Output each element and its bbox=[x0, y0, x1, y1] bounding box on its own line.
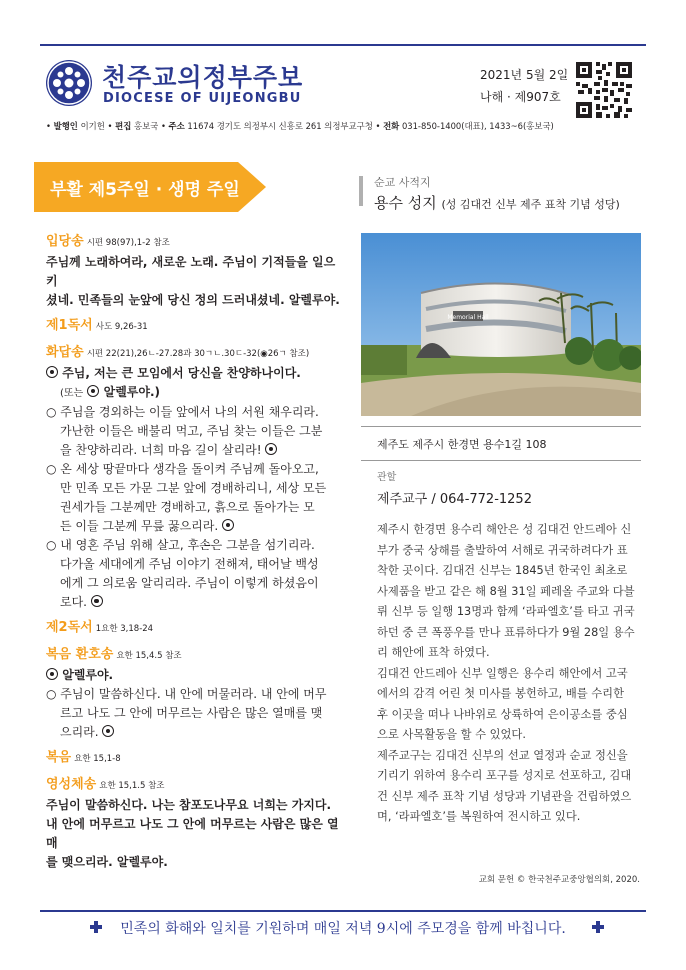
psalm-response: 주님, 저는 큰 모임에서 당신을 찬양하나이다. bbox=[46, 364, 344, 383]
entrance-antiphon-text: 주님께 노래하여라, 새로운 노래. 주님이 기적들을 일으키 셨네. 민족들의 눈앞에 당신 정의 드러내셨네. 알렐루야. bbox=[46, 255, 340, 307]
shrine-description bbox=[377, 520, 639, 828]
gospel-heading: 복음 요한 15,1-8 bbox=[46, 750, 121, 765]
liturgy-title-banner bbox=[34, 162, 266, 212]
entrance-antiphon-heading: 입당송 시편 98(97),1-2 참조 bbox=[46, 234, 170, 249]
communion-antiphon-text: 주님이 말씀하신다. 나는 참포도나무요 너희는 가지다. 내 안에 머무르고 나도 그 안에 머무르는 사람은 많은 열매 를 맺으리라. 알렐루야. bbox=[46, 798, 339, 869]
response-mark-icon bbox=[265, 443, 277, 455]
masthead-subtitle: DIOCESE OF UIJEONGBU bbox=[103, 91, 302, 106]
diocese-logo-icon bbox=[46, 60, 92, 106]
response-mark-icon bbox=[222, 519, 234, 531]
second-reading-heading: 제2독서 1요한 3,18-24 bbox=[46, 620, 154, 635]
publication-info: • 발행인 이기헌 • 편집 홍보국 • 주소 11674 경기도 의정부시 신흥로 261 의정부교구청 • 전화 031-850-1400(대표), 1433~6(홍보국) bbox=[46, 121, 554, 131]
response-mark-icon bbox=[87, 385, 99, 397]
copyright-credit: 교회 문헌 © 한국천주교중앙협의회, 2020. bbox=[478, 875, 640, 885]
issue-date: 2021년 5월 2일 bbox=[480, 68, 569, 82]
psalm-verse: ○ 주님을 경외하는 이들 앞에서 나의 서원 채우리라. 가난한 이들은 배불리 먹고, 주님 찾는 이들은 그분 을 찬양하리라. 너희 마음 길이 살리라! bbox=[46, 405, 323, 457]
issue-number: 나해 · 제907호 bbox=[480, 90, 561, 104]
psalm-verse: ○ 온 세상 땅끝마다 생각을 돌이켜 주님께 돌아오고, 만 민족 모든 가문 그분 앞에 경배하리니, 세상 모든 권세가들 그분께만 경배하고, 흙으로 돌아가는 모 든 이들 그분께 무릎 꿇으리라. bbox=[46, 462, 327, 533]
photo-sign-text: Memorial Hall bbox=[447, 314, 489, 321]
header-top-rule bbox=[40, 44, 646, 46]
shrine-divider bbox=[361, 460, 641, 461]
shrine-title-rule bbox=[359, 176, 363, 206]
footer-rule bbox=[40, 910, 646, 912]
gospel-acclamation-verse: ○ 주님이 말씀하신다. 내 안에 머물러라. 내 안에 머무 르고 나도 그 안에 머무르는 사람은 많은 열매를 맺 으리라. bbox=[46, 687, 327, 739]
response-mark-icon bbox=[102, 725, 114, 737]
liturgy-column bbox=[46, 232, 344, 872]
paragraph: 제주시 한경면 용수리 해안은 성 김대건 안드레아 신 부가 중국 상해를 출발하여 서해로 귀국하려다가 표 착한 곳이다. 김대건 신부는 1845년 한국인 최초로 사제품을 받고 같은 해 8월 31일 페레올 주교와 다블 뤼 신부 등 일행 13명과 함께 ‘라파엘호’를 타고 귀국 하던 중 큰 폭풍우를 만나 표류하다가 9월 28일 용수 리 해안에 표착 하였다. bbox=[377, 523, 635, 659]
psalm-verse: ○ 내 영혼 주님 위해 살고, 후손은 그분을 섬기리라. 다가올 세대에게 주님 이야기 전해져, 태어날 백성 에게 그 의로움 알리리라. 주님이 이렇게 하셨음이 로다. bbox=[46, 538, 319, 609]
first-reading-heading: 제1독서 사도 9,26-31 bbox=[46, 318, 148, 333]
shrine-address: 제주도 제주시 한경면 용수1길 108 bbox=[377, 438, 547, 451]
psalm-alt-response: (또는 알렐루야.) bbox=[60, 385, 161, 399]
qr-code-icon[interactable] bbox=[576, 62, 632, 118]
response-mark-icon bbox=[46, 668, 58, 680]
gospel-acclamation-response: 알렐루야. bbox=[46, 666, 344, 685]
shrine-kicker: 순교 사적지 bbox=[374, 176, 431, 189]
shrine-photo bbox=[361, 233, 641, 416]
response-mark-icon bbox=[46, 366, 58, 378]
liturgy-title: 부활 제5주일 · 생명 주일 bbox=[50, 180, 240, 200]
prayer-intention: 민족의 화해와 일치를 기원하며 매일 저녁 9시에 주모경을 함께 바칩니다. bbox=[120, 921, 566, 937]
paragraph: 김대건 안드레아 신부 일행은 용수리 해안에서 고국 에서의 감격 어린 첫 미사를 봉헌하고, 배를 수리한 후 이곳을 떠나 나바위로 상륙하여 은이공소를 중심 으로 사목활동을 할 수 있었다. bbox=[377, 666, 628, 741]
shrine-divider bbox=[361, 426, 641, 427]
communion-antiphon-heading: 영성체송 요한 15,1.5 참조 bbox=[46, 777, 165, 792]
contact-label: 관할 bbox=[377, 472, 397, 483]
psalm-heading: 화답송 시편 22(21),26ㄴ-27.28과 30ㄱㄴ.30ㄷ-32(◉26ㄱ 참조) bbox=[46, 345, 310, 360]
shrine-contact: 제주교구 / 064-772-1252 bbox=[377, 492, 532, 507]
cross-icon bbox=[592, 921, 604, 933]
shrine-title: 용수 성지 (성 김대건 신부 제주 표착 기념 성당) bbox=[374, 194, 620, 212]
response-mark-icon bbox=[91, 595, 103, 607]
gospel-acclamation-heading: 복음 환호송 요한 15,4.5 참조 bbox=[46, 647, 182, 662]
paragraph: 제주교구는 김대건 신부의 선교 열정과 순교 정신을 기리기 위하여 용수리 포구를 성지로 선포하고, 김대 건 신부 제주 표착 기념 성당과 기념관을 건립하였으 며, ‘라파엘호’를 복원하여 전시하고 있다. bbox=[377, 748, 632, 823]
masthead-title: 천주교의정부주보 bbox=[102, 63, 304, 92]
